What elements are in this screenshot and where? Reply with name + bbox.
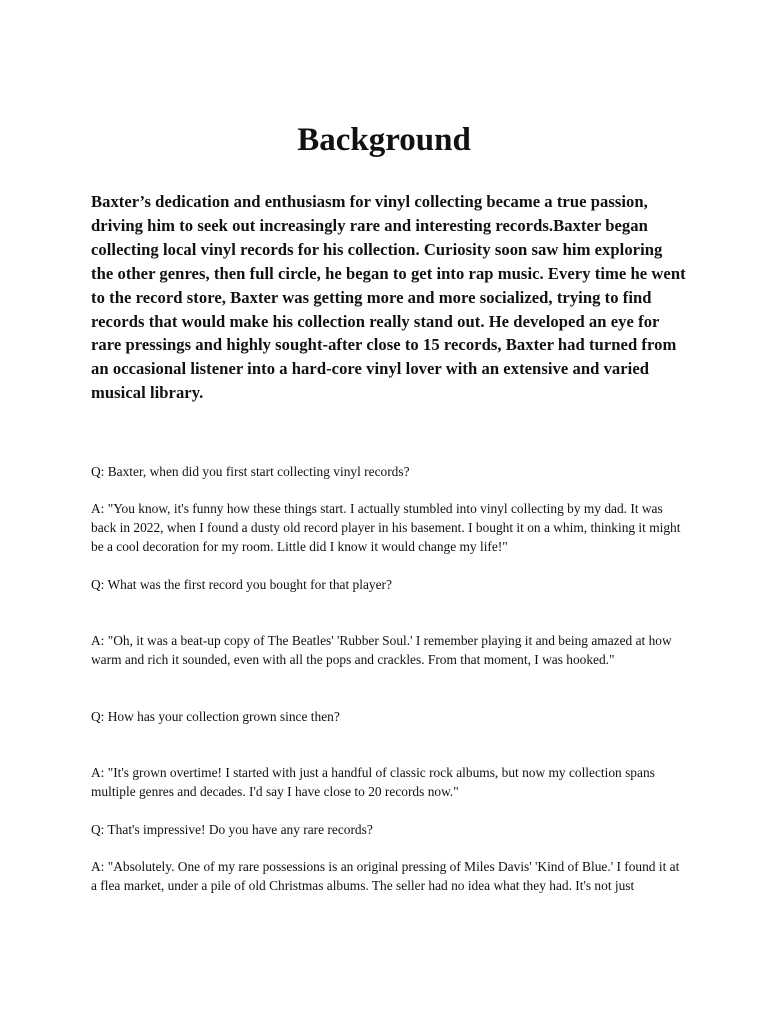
interview-question: Q: What was the first record you bought for that player? [91, 577, 392, 592]
interview-answer: A: "It's grown overtime! I started with just a handful of classic rock albums, but now my collection spans multiple genres and decades. I'd say I have close to 20 records now." [91, 765, 655, 800]
interview-answer: A: "Oh, it was a beat-up copy of The Beatles' 'Rubber Soul.' I remember playing it and being amazed at how warm and rich it sounded, even with all the pops and crackles. From that moment, I was hooked." [91, 633, 672, 668]
page-title: Background [297, 122, 471, 158]
interview-question: Q: That's impressive! Do you have any rare records? [91, 822, 373, 837]
interview-answer: A: "You know, it's funny how these things start. I actually stumbled into vinyl collecting by my dad. It was back in 2022, when I found a dusty old record player in his basement. I bought it on a whim, thinking it might be a cool decoration for my room. Little did I know it would change my life!" [91, 501, 681, 555]
interview-question: Q: How has your collection grown since then? [91, 709, 340, 724]
interview-question: Q: Baxter, when did you first start collecting vinyl records? [91, 464, 410, 479]
background-paragraph: Baxter’s dedication and enthusiasm for vinyl collecting became a true passion, driving him to seek out increasingly rare and interesting records.Baxter began collecting local vinyl records for his collection. Curiosity soon saw him exploring the other genres, then full circle, he began to get into rap music. Every time he went to the record store, Baxter was getting more and more socialized, trying to find records that would make his collection really stand out. He developed an eye for rare pressings and highly sought-after close to 15 records, Baxter had turned from an occasional listener into a hard-core vinyl lover with an extensive and varied musical library. [91, 192, 686, 403]
interview-answer: A: "Absolutely. One of my rare possessions is an original pressing of Miles Davis' 'Kind of Blue.' I found it at a flea market, under a pile of old Christmas albums. The seller had no idea what they had. It's not just [91, 859, 680, 894]
